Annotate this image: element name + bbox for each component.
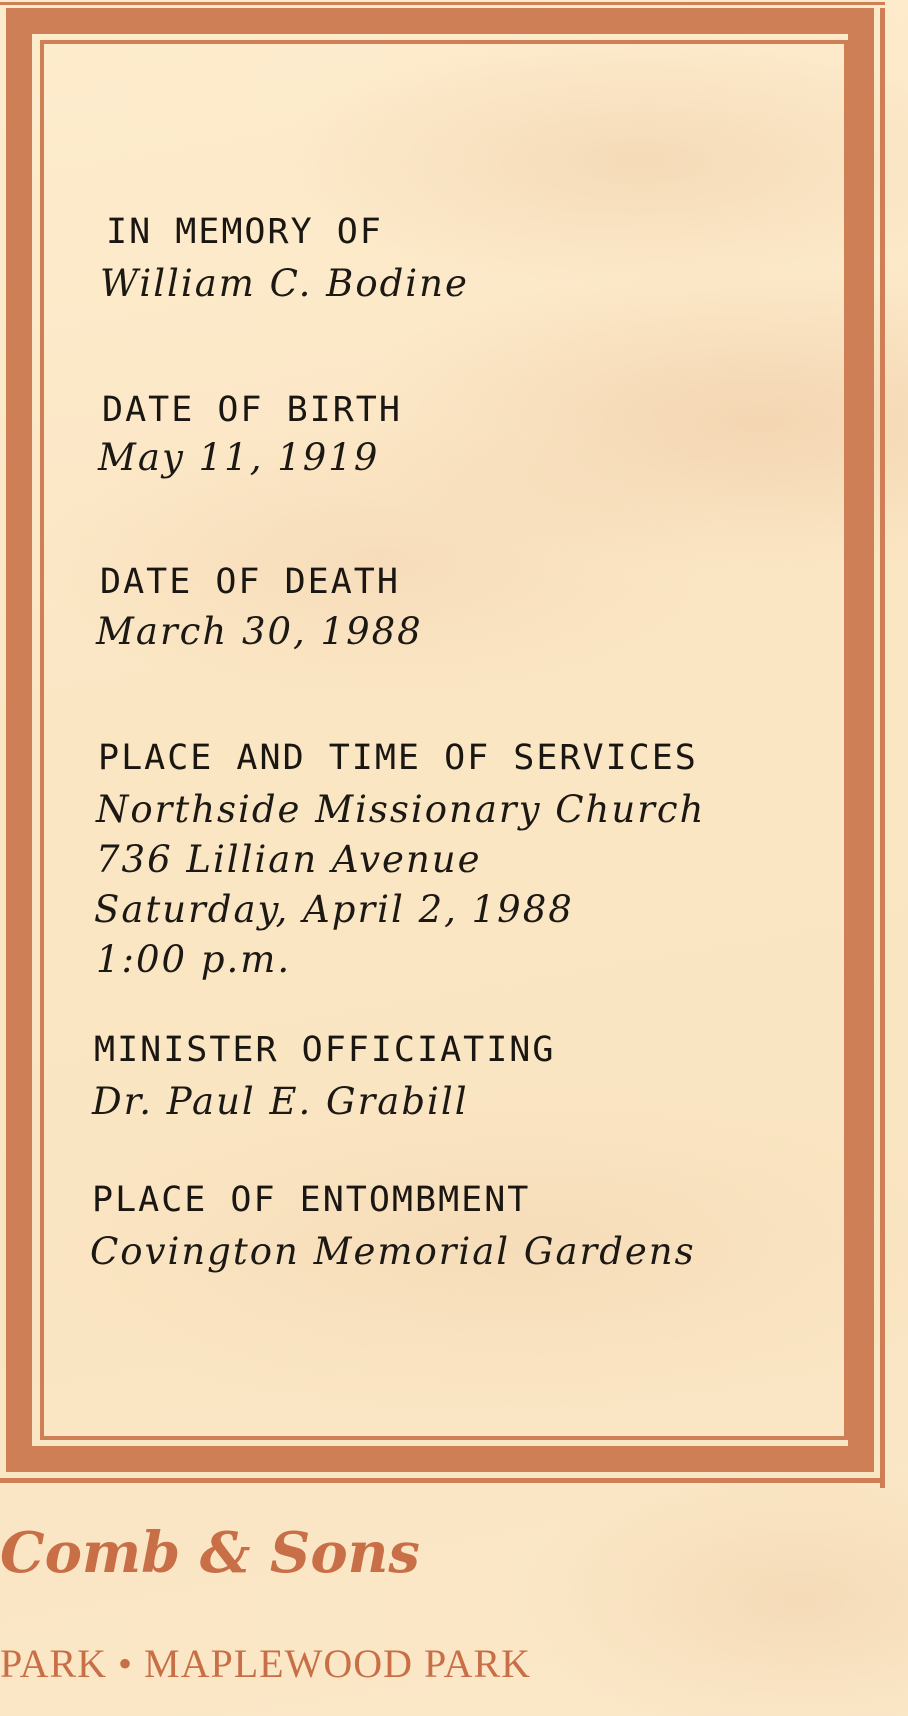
- services-address: 736 Lillian Avenue: [96, 838, 482, 881]
- birth-date-value: May 11, 1919: [98, 436, 380, 479]
- death-date-value: March 30, 1988: [96, 610, 423, 653]
- services-time: 1:00 p.m.: [96, 938, 292, 981]
- entombment-label: PLACE OF ENTOMBMENT: [92, 1180, 531, 1220]
- funeral-home-name: Comb & Sons: [0, 1520, 420, 1586]
- death-date-label: DATE OF DEATH: [100, 562, 400, 602]
- in-memory-label: IN MEMORY OF: [106, 212, 383, 252]
- funeral-home-locations: PARK • MAPLEWOOD PARK: [0, 1641, 532, 1686]
- deceased-name: William C. Bodine: [100, 262, 469, 305]
- minister-label: MINISTER OFFICIATING: [94, 1030, 556, 1070]
- birth-date-label: DATE OF BIRTH: [102, 390, 402, 430]
- entombment-place: Covington Memorial Gardens: [90, 1230, 696, 1273]
- services-date: Saturday, April 2, 1988: [94, 888, 574, 931]
- minister-name: Dr. Paul E. Grabill: [92, 1080, 469, 1123]
- services-label: PLACE AND TIME OF SERVICES: [98, 738, 698, 778]
- services-place: Northside Missionary Church: [96, 788, 706, 831]
